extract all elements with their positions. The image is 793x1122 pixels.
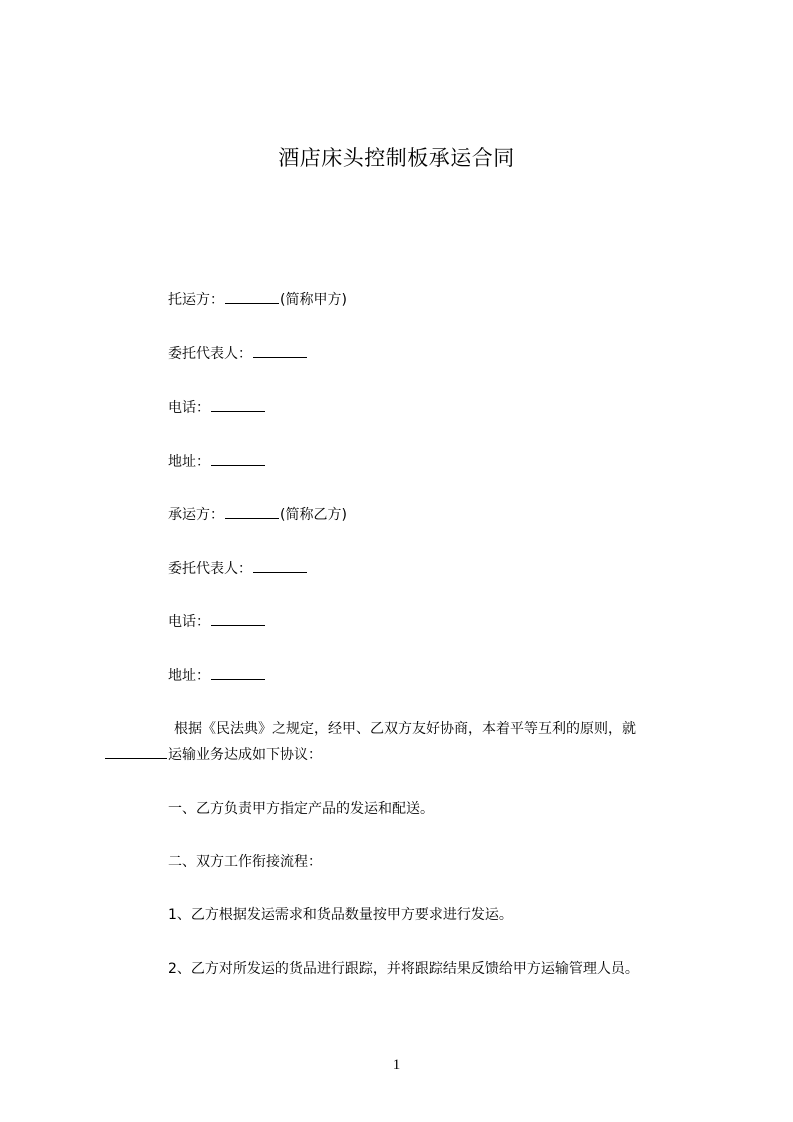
- carrier-rep-blank: [253, 559, 307, 573]
- carrier-rep-label: 委托代表人：: [168, 561, 252, 577]
- consignor-rep-blank: [253, 344, 307, 358]
- carrier-phone-line: [168, 612, 266, 632]
- carrier-rep-line: [168, 559, 308, 579]
- carrier-phone-blank: [211, 612, 265, 626]
- clause-2-item-2: 2、乙方对所发运的货品进行跟踪，并将跟踪结果反馈给甲方运输管理人员。: [168, 961, 639, 977]
- carrier-blank: [225, 505, 279, 519]
- page-number: 1: [392, 1057, 401, 1073]
- consignor-address-label: 地址：: [168, 454, 210, 470]
- consignor-phone-label: 电话：: [168, 400, 210, 416]
- preamble-line-2-text: 运输业务达成如下协议：: [168, 747, 322, 763]
- carrier-label: 承运方：: [168, 507, 224, 523]
- preamble-paragraph: [104, 716, 704, 768]
- carrier-address-line: [168, 666, 266, 686]
- carrier-note: (简称乙方): [280, 507, 347, 523]
- consignor-label: 托运方：: [168, 292, 224, 308]
- carrier-address-blank: [211, 666, 265, 680]
- consignor-phone-blank: [211, 398, 265, 412]
- preamble-line-1: 根据《民法典》之规定，经甲、乙双方友好协商，本着平等互利的原则，就: [174, 721, 636, 737]
- document-title: 酒店床头控制板承运合同: [278, 146, 515, 170]
- consignor-note: (简称甲方): [280, 292, 347, 308]
- clause-2: 二、双方工作衔接流程：: [168, 854, 322, 870]
- preamble-blank: [105, 745, 167, 759]
- carrier-line: [168, 505, 347, 525]
- consignor-blank: [225, 290, 279, 304]
- consignor-address-line: [168, 452, 266, 472]
- consignor-rep-line: [168, 344, 308, 364]
- consignor-phone-line: [168, 398, 266, 418]
- consignor-rep-label: 委托代表人：: [168, 346, 252, 362]
- consignor-address-blank: [211, 452, 265, 466]
- carrier-phone-label: 电话：: [168, 614, 210, 630]
- preamble-line-2: [104, 742, 704, 768]
- carrier-address-label: 地址：: [168, 668, 210, 684]
- clause-1: 一、乙方负责甲方指定产品的发运和配送。: [168, 801, 434, 817]
- consignor-line: [168, 290, 347, 310]
- clause-2-item-1: 1、乙方根据发运需求和货品数量按甲方要求进行发运。: [168, 907, 513, 923]
